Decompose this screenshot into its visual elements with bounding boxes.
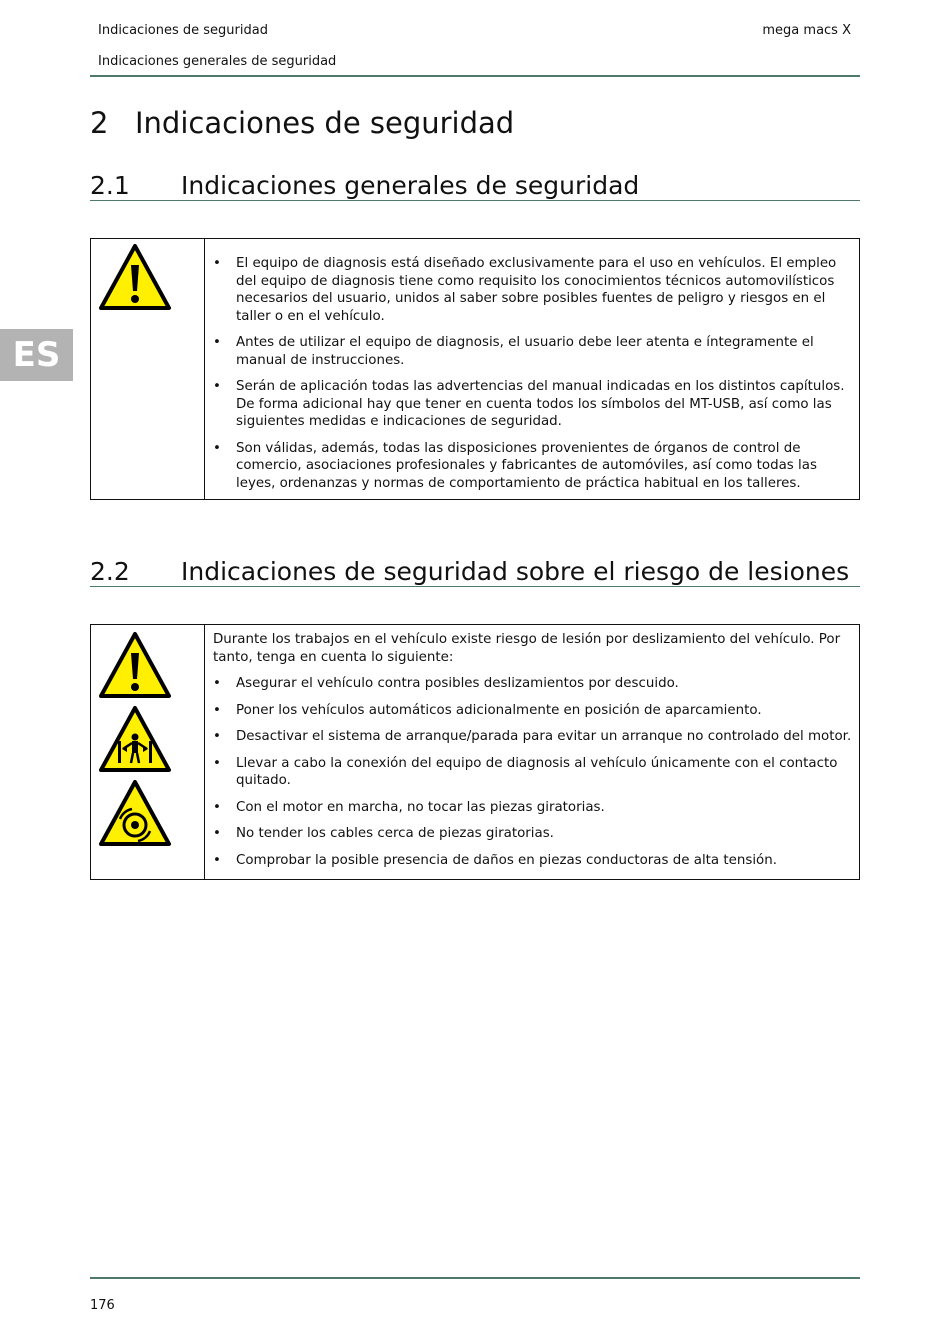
chapter-number: 2 [90, 106, 109, 140]
section-title: Indicaciones generales de seguridad [181, 171, 640, 200]
icon-column [91, 239, 205, 499]
section-rule [90, 586, 860, 587]
safety-notice-general [90, 238, 860, 500]
icon-column [91, 625, 205, 879]
bullet-list [213, 675, 853, 869]
header-rule [90, 75, 860, 77]
bullet-list [213, 255, 853, 492]
list-item: • Desactivar el sistema de arranque/parada para evitar un arranque no controlado del motor. [213, 728, 853, 746]
section-heading-2-1 [90, 171, 639, 200]
list-item: • Asegurar el vehículo contra posibles deslizamientos por descuido. [213, 675, 853, 693]
section-title: Indicaciones de seguridad sobre el riesgo de lesiones [181, 557, 850, 586]
safety-notice-injury [90, 624, 860, 880]
list-item: • Llevar a cabo la conexión del equipo de diagnosis al vehículo únicamente con el contacto quitado. [213, 755, 853, 790]
general-warning-icon [98, 631, 172, 699]
list-item: • Serán de aplicación todas las advertencias del manual indicadas en los distintos capítulos. De forma adicional hay que tener en cuenta todos los símbolos del MT-USB, así como las siguientes medidas e indicaciones de seguridad. [213, 378, 853, 431]
notice-intro: Durante los trabajos en el vehículo existe riesgo de lesión por deslizamiento del vehículo. Por tanto, tenga en cuenta lo siguiente: [213, 632, 841, 665]
header-section: Indicaciones generales de seguridad [98, 54, 337, 69]
crushing-hazard-icon [98, 705, 172, 773]
chapter-heading [90, 106, 514, 140]
list-item: • Son válidas, además, todas las disposiciones provenientes de órganos de control de comercio, asociaciones profesionales y fabricantes de automóviles, así como todas las leyes, ordenanzas y normas de comportamiento de práctica habitual en los talleres. [213, 440, 853, 493]
list-item: • Poner los vehículos automáticos adicionalmente en posición de aparcamiento. [213, 702, 853, 720]
notice-content [205, 239, 859, 499]
section-rule [90, 200, 860, 201]
language-tab: ES [0, 329, 73, 381]
list-item: • Antes de utilizar el equipo de diagnosis, el usuario debe leer atenta e íntegramente el manual de instrucciones. [213, 334, 853, 369]
section-number: 2.2 [90, 557, 130, 586]
notice-content [205, 625, 859, 879]
section-number: 2.1 [90, 171, 130, 200]
rotating-parts-icon [98, 779, 172, 847]
header-product: mega macs X [762, 23, 851, 38]
chapter-title: Indicaciones de seguridad [135, 106, 515, 140]
section-heading-2-2 [90, 557, 849, 586]
list-item: • Con el motor en marcha, no tocar las piezas giratorias. [213, 799, 853, 817]
header-chapter: Indicaciones de seguridad [98, 23, 268, 38]
footer-rule [90, 1277, 860, 1279]
page-number: 176 [90, 1298, 115, 1313]
list-item: • Comprobar la posible presencia de daños en piezas conductoras de alta tensión. [213, 852, 853, 870]
list-item: • No tender los cables cerca de piezas giratorias. [213, 825, 853, 843]
list-item: • El equipo de diagnosis está diseñado exclusivamente para el uso en vehículos. El empleo del equipo de diagnosis tiene como requisito los conocimientos técnicos automovilísticos necesarios del usuario, unidos al saber sobre posibles fuentes de peligro y riesgos en el taller o en el vehículo. [213, 255, 853, 325]
general-warning-icon [98, 243, 172, 311]
